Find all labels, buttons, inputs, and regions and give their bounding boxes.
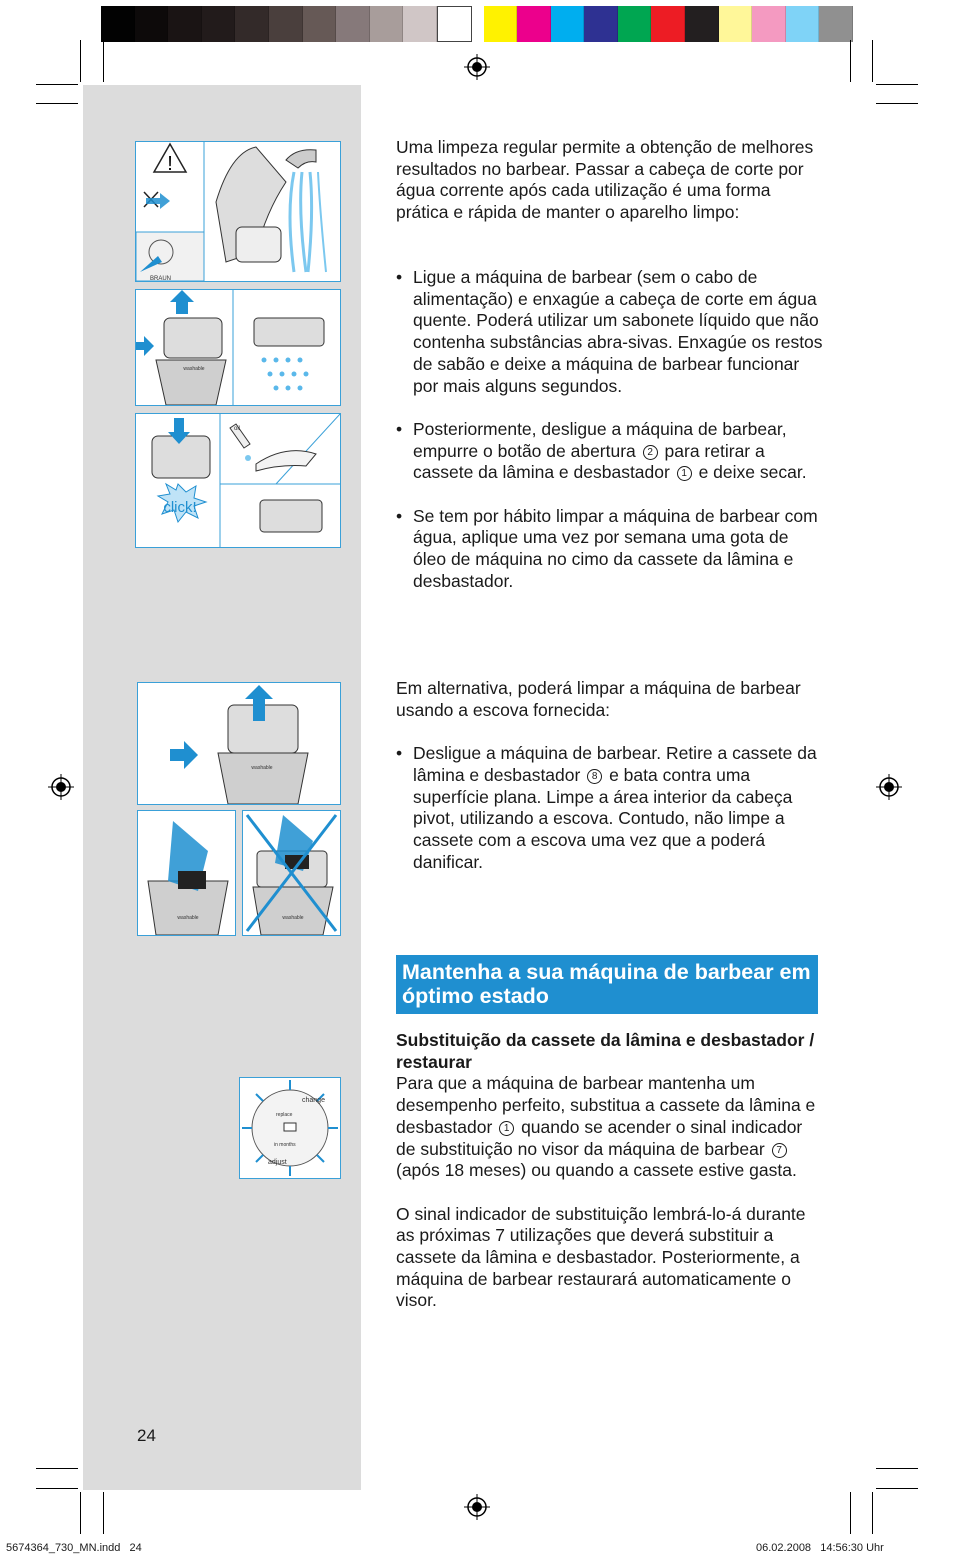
figure-detach-for-brush bbox=[137, 682, 341, 805]
crop-mark bbox=[80, 1492, 81, 1534]
color-swatch bbox=[719, 6, 753, 42]
color-swatch bbox=[135, 6, 169, 42]
crop-mark bbox=[36, 103, 78, 104]
slug-timestamp: 06.02.2008 14:56:30 Uhr bbox=[756, 1542, 884, 1554]
color-swatch bbox=[685, 6, 719, 42]
subheading: Substituição da cassete da lâmina e desbastador / restaurar bbox=[396, 1030, 815, 1072]
color-swatch bbox=[584, 6, 618, 42]
reference-number: 7 bbox=[772, 1143, 787, 1158]
color-swatch bbox=[752, 6, 786, 42]
svg-text:change: change bbox=[302, 1097, 325, 1104]
list-item: • Posteriormente, desligue a máquina de barbear, empurre o botão de abertura 2 para retirar a cassete da lâmina e desbastador 1 e deixe secar. bbox=[396, 418, 807, 483]
svg-text:washable: washable bbox=[177, 915, 199, 921]
registration-mark-icon bbox=[48, 774, 74, 800]
intro-text: Uma limpeza regular permite a obtenção de melhores resultados no barbear. Passar a cabeça de corte por água corrente após cada utilização é uma forma prática e rápida de manter o aparelho limpo: bbox=[396, 137, 814, 223]
list-item: • Desligue a máquina de barbear. Retire a cassete da lâmina e desbastador 8 e bata contra uma superfície plana. Limpe a área interior da cabeça pivot, utilizando a escova. Contudo, não limpe a cassete com a escova uma vez que a poderá danificar. bbox=[396, 743, 817, 872]
click-label: click! bbox=[163, 499, 197, 516]
intro-paragraph bbox=[396, 137, 826, 224]
color-swatch bbox=[202, 6, 236, 42]
color-swatch bbox=[303, 6, 337, 42]
alt-text: Em alternativa, poderá limpar a máquina de barbear usando a escova fornecida: bbox=[396, 678, 801, 720]
svg-text:washable: washable bbox=[282, 915, 304, 921]
color-swatch bbox=[786, 6, 820, 42]
color-bar-colors bbox=[484, 6, 854, 42]
list-item: • Ligue a máquina de barbear (sem o cabo de alimentação) e enxagúe a cabeça de corte em água quente. Poderá utilizar um sabonete líquido que não contenha substâncias abra-sivas. Enxagúe os restos de sabão e deixe a máquina de barbear funcionar por mais alguns segundos. bbox=[396, 267, 823, 396]
color-swatch bbox=[819, 6, 853, 42]
replacement-section bbox=[396, 1030, 826, 1312]
crop-mark bbox=[36, 1488, 78, 1489]
section-heading: Mantenha a sua máquina de barbear em óptimo estado bbox=[396, 955, 818, 1014]
svg-text:in months: in months bbox=[274, 1142, 296, 1148]
warning-icon: ! bbox=[167, 153, 173, 175]
list-item: • Se tem por hábito limpar a máquina de barbear com água, aplique uma vez por semana uma gota de óleo de máquina no cimo da cassete da lâmina e desbastador. bbox=[396, 505, 818, 591]
color-swatch bbox=[651, 6, 685, 42]
crop-mark bbox=[103, 1492, 104, 1534]
figure-brush-correct bbox=[137, 810, 236, 936]
svg-text:washable: washable bbox=[183, 366, 205, 372]
color-swatch bbox=[269, 6, 303, 42]
reference-number: 2 bbox=[643, 445, 658, 460]
color-swatch bbox=[618, 6, 652, 42]
reset-paragraph: O sinal indicador de substituição lembrá-lo-á durante as próximas 7 utilizações que deverá substituir a cassete da lâmina e desbastador. Posteriormente, a máquina de barbear restaurará automaticamente o visor. bbox=[396, 1203, 806, 1311]
figure-replace-display bbox=[239, 1077, 341, 1179]
color-bar-greys bbox=[101, 6, 472, 42]
slug-filename: 5674364_730_MN.indd 24 bbox=[6, 1542, 142, 1554]
color-swatch bbox=[168, 6, 202, 42]
figure-oil-click bbox=[135, 413, 341, 548]
crop-mark bbox=[80, 40, 81, 82]
crop-mark bbox=[876, 1468, 918, 1469]
bullet-list-rinse bbox=[396, 267, 826, 593]
crop-mark bbox=[103, 40, 104, 82]
reference-number: 1 bbox=[677, 466, 692, 481]
color-swatch bbox=[437, 6, 472, 42]
svg-text:BRAUN: BRAUN bbox=[150, 276, 172, 281]
crop-mark bbox=[872, 40, 873, 82]
figure-brush-incorrect bbox=[242, 810, 341, 936]
crop-mark bbox=[876, 103, 918, 104]
color-swatch bbox=[484, 6, 518, 42]
crop-mark bbox=[850, 1492, 851, 1534]
color-swatch bbox=[517, 6, 551, 42]
color-swatch bbox=[101, 6, 135, 42]
replacement-paragraph: Para que a máquina de barbear mantenha um desempenho perfeito, substitua a cassete da lâmina e desbastador 1 quando se acender o sinal indicador de substituição no visor da máquina de barbear 7 (após 18 meses) ou quando a cassete estive gasta. bbox=[396, 1073, 816, 1181]
color-swatch bbox=[336, 6, 370, 42]
page-number: 24 bbox=[137, 1426, 156, 1445]
alternative-paragraph bbox=[396, 678, 826, 873]
color-swatch bbox=[370, 6, 404, 42]
registration-mark-icon bbox=[464, 54, 490, 80]
crop-mark bbox=[876, 84, 918, 85]
reference-number: 8 bbox=[587, 769, 602, 784]
figure-detach-head-rinse bbox=[135, 289, 341, 406]
svg-text:adjust: adjust bbox=[268, 1159, 287, 1166]
color-swatch bbox=[403, 6, 437, 42]
color-calibration-bar bbox=[101, 6, 853, 42]
reference-number: 1 bbox=[499, 1121, 514, 1136]
crop-mark bbox=[872, 1492, 873, 1534]
color-swatch bbox=[235, 6, 269, 42]
crop-mark bbox=[36, 84, 78, 85]
crop-mark bbox=[36, 1468, 78, 1469]
crop-mark bbox=[850, 40, 851, 82]
registration-mark-icon bbox=[876, 774, 902, 800]
svg-text:oil: oil bbox=[234, 426, 241, 432]
registration-mark-icon bbox=[464, 1494, 490, 1520]
svg-text:replace: replace bbox=[276, 1112, 293, 1118]
crop-mark bbox=[876, 1488, 918, 1489]
figure-rinse-under-tap bbox=[135, 141, 341, 282]
svg-text:washable: washable bbox=[251, 765, 273, 771]
color-swatch bbox=[551, 6, 585, 42]
